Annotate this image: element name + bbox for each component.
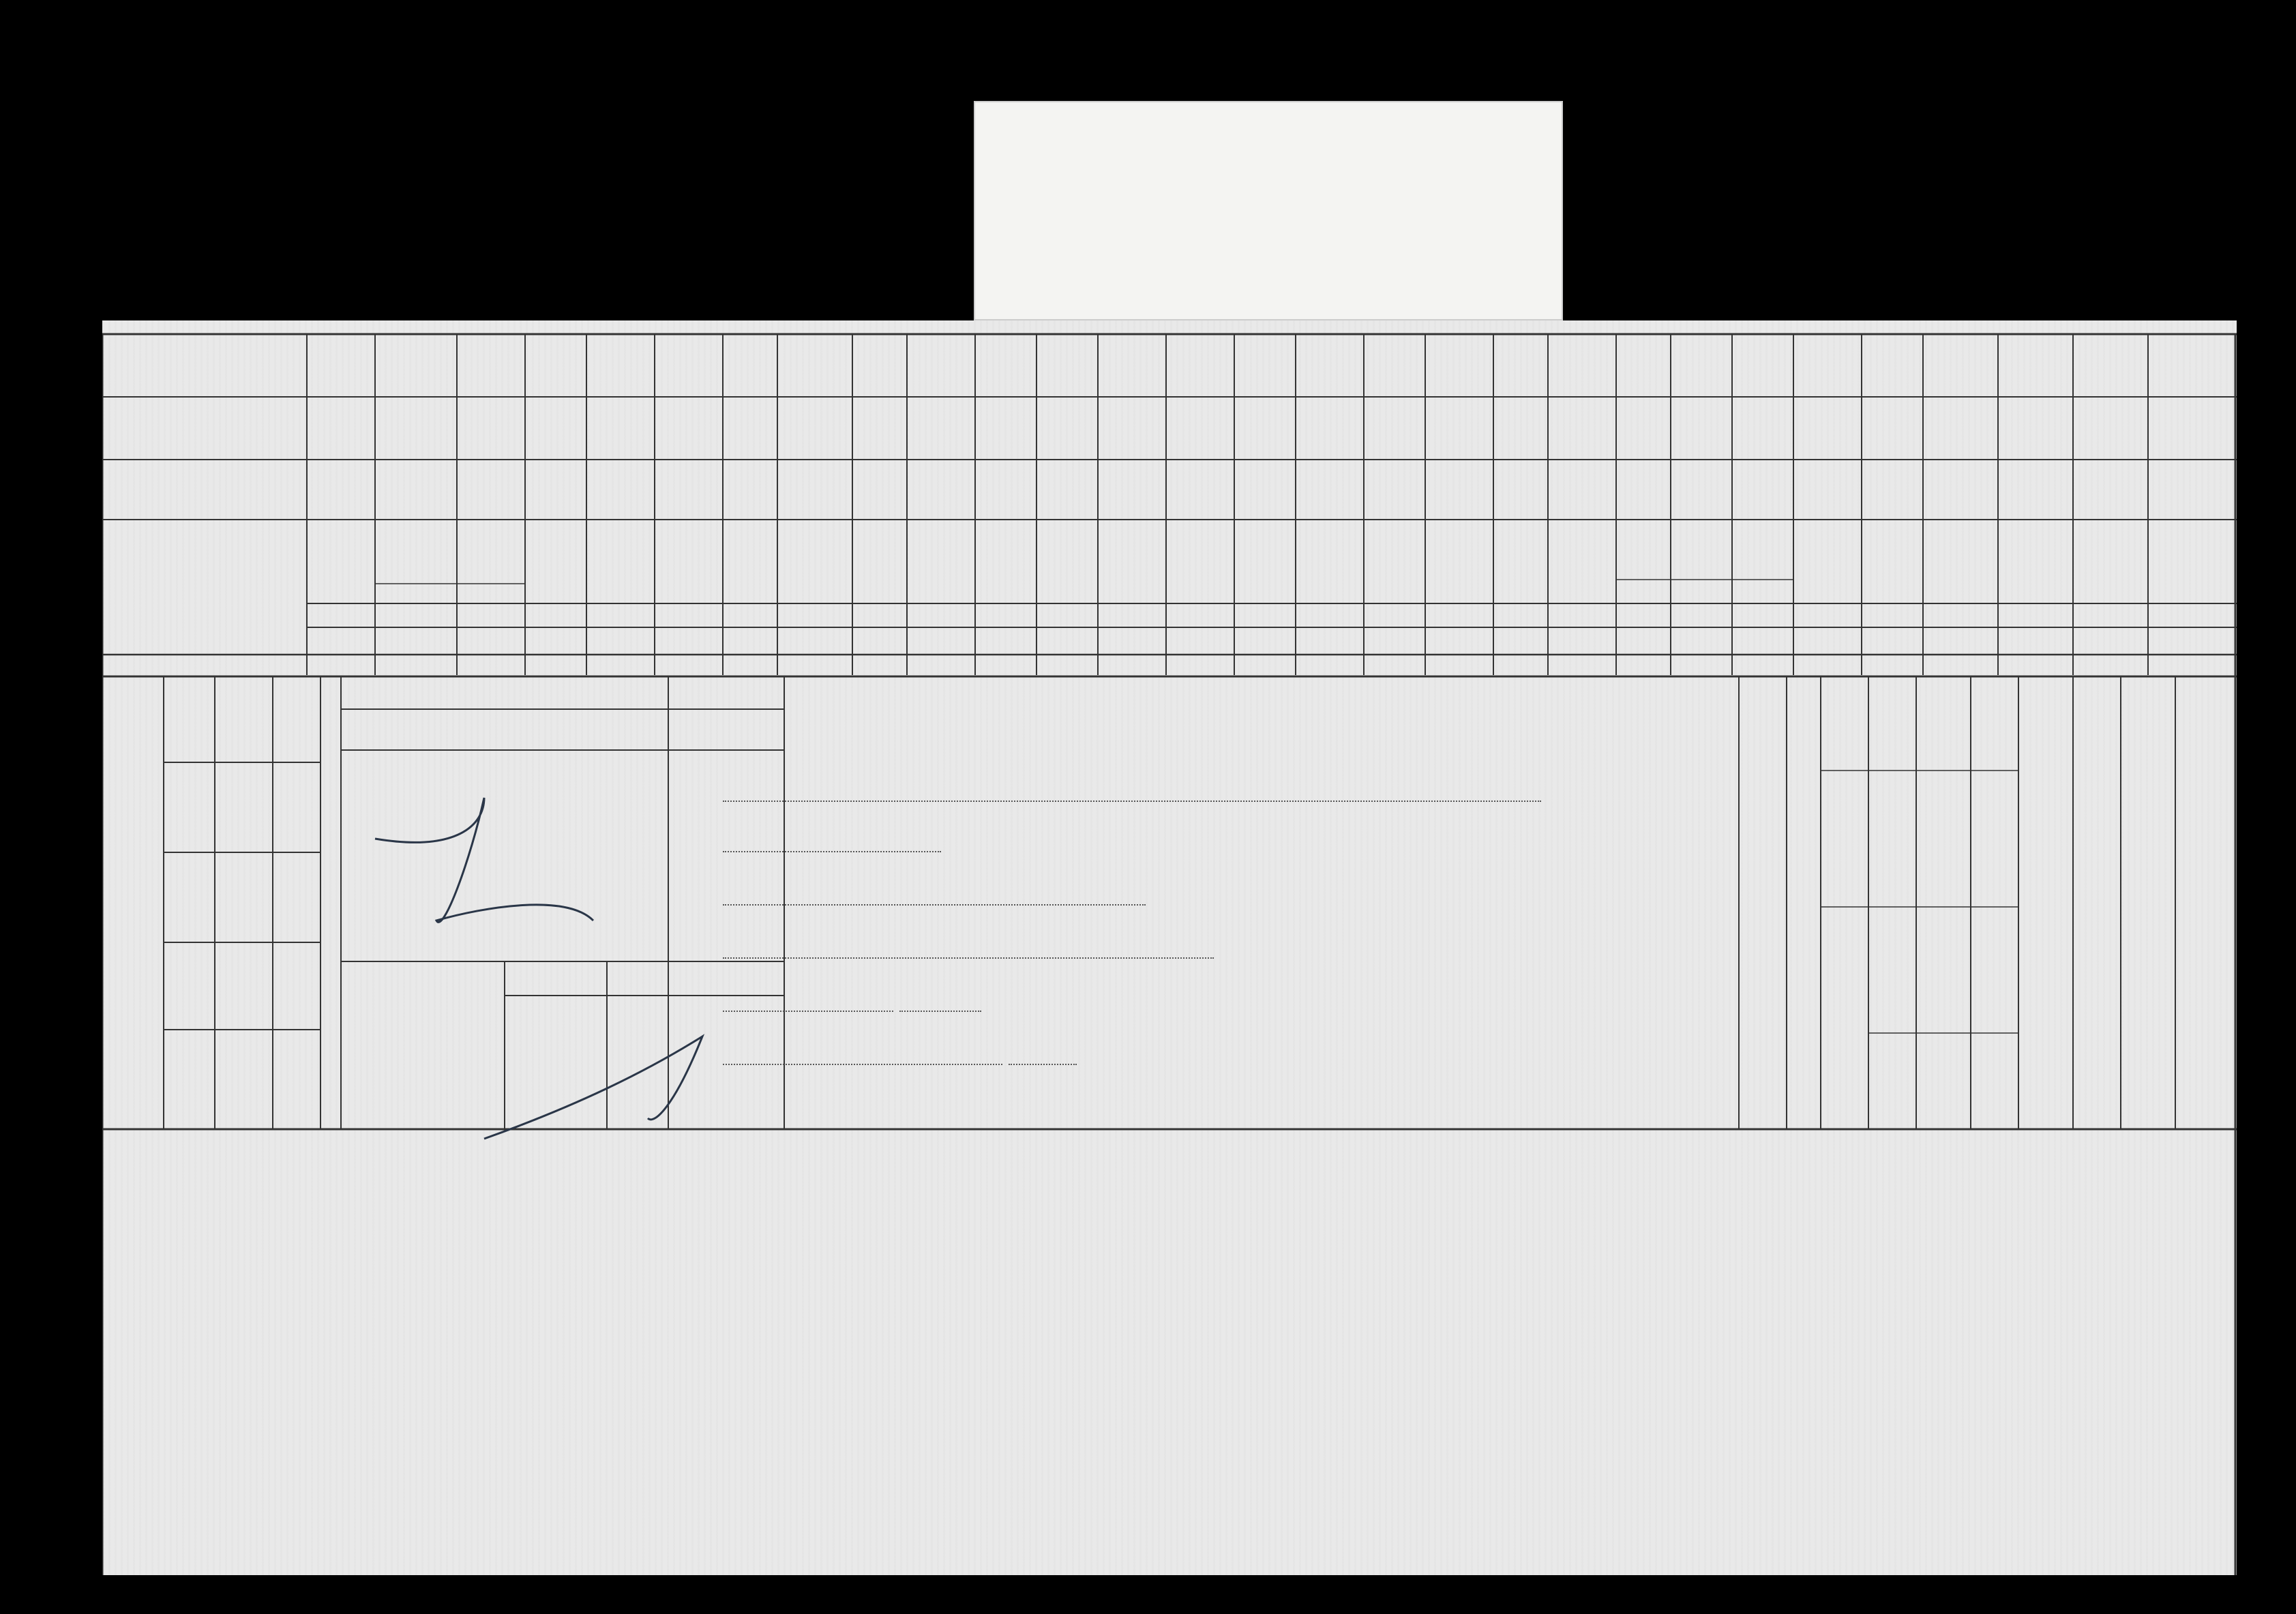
soiled-document-label bbox=[974, 101, 1563, 320]
question-owner-cont bbox=[723, 786, 1541, 807]
question-other-land bbox=[723, 836, 941, 857]
question-market bbox=[723, 1049, 1077, 1070]
hand-slash-workers bbox=[375, 798, 593, 922]
question-farming bbox=[723, 942, 1214, 963]
question-land-type bbox=[723, 889, 1146, 910]
hand-slash-vineyard bbox=[484, 1036, 702, 1139]
question-village bbox=[723, 996, 981, 1017]
census-card bbox=[102, 320, 2237, 1575]
